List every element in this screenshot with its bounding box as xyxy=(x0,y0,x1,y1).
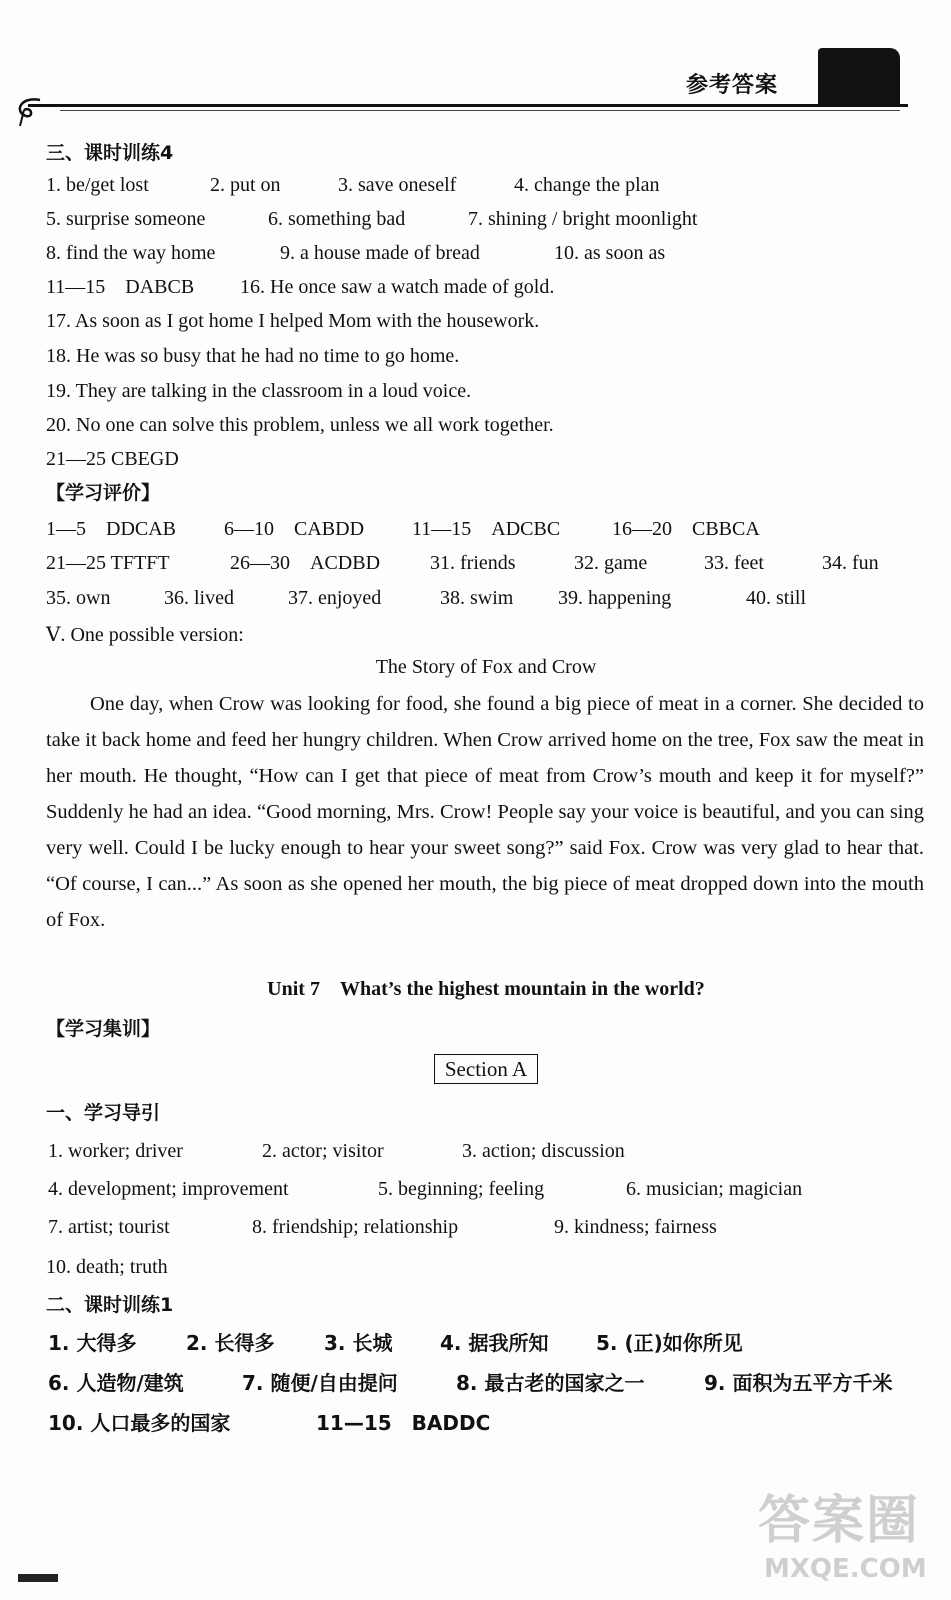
answer-item: 36. lived xyxy=(164,587,234,609)
answer-item: 6—10 CABDD xyxy=(224,518,365,540)
lesson-heading: 二、课时训练1 xyxy=(46,1294,174,1316)
answer-item: 16—20 CBBCA xyxy=(612,518,760,540)
story-title: The Story of Fox and Crow xyxy=(375,656,597,678)
answer-item: 1. be/get lost xyxy=(46,174,149,196)
answer-item: 8. 最古老的国家之一 xyxy=(456,1371,645,1395)
answer-item: 5. (正)如你所见 xyxy=(596,1331,743,1355)
answer-item: 26—30 ACDBD xyxy=(230,552,381,574)
answer-item: 6. 人造物/建筑 xyxy=(48,1371,184,1395)
unit-title: Unit 7 What’s the highest mountain in the world? xyxy=(267,978,705,1000)
answer-item: 5. beginning; feeling xyxy=(378,1178,545,1200)
answer-item: 8. friendship; relationship xyxy=(252,1216,459,1238)
section-heading: 三、课时训练4 xyxy=(46,142,174,164)
answer-item: 4. 据我所知 xyxy=(440,1331,549,1355)
answer-sentence: 18. He was so busy that he had no time to go home. xyxy=(46,345,460,367)
answer-item: 6. something bad xyxy=(268,208,406,230)
answer-item: 10. 人口最多的国家 xyxy=(48,1411,231,1435)
header-rule-thin xyxy=(60,110,900,111)
answer-sentence: 10. death; truth xyxy=(46,1256,168,1278)
answer-item: 40. still xyxy=(746,587,807,609)
answer-item: 9. kindness; fairness xyxy=(554,1216,717,1238)
page-title: 参考答案 xyxy=(686,72,779,98)
answer-item: 21—25 TFTFT xyxy=(46,552,170,574)
watermark-url: MXQE.COM xyxy=(764,1554,927,1584)
answer-item: 9. 面积为五平方千米 xyxy=(704,1371,893,1395)
answer-item: 39. happening xyxy=(558,587,672,609)
collect-heading: 【学习集训】 xyxy=(46,1018,161,1040)
answer-sentence: 21—25 CBEGD xyxy=(46,448,179,470)
answer-item: 31. friends xyxy=(430,552,516,574)
answer-item: 2. put on xyxy=(210,174,281,196)
answer-item: 11—15 BADDC xyxy=(316,1411,491,1435)
answer-item: 5. surprise someone xyxy=(46,208,206,230)
answer-item: 2. actor; visitor xyxy=(262,1140,384,1162)
header-decoration-icon xyxy=(818,48,900,106)
answer-item: 33. feet xyxy=(704,552,764,574)
answer-item: 6. musician; magician xyxy=(626,1178,803,1200)
answer-item: 3. action; discussion xyxy=(462,1140,625,1162)
swirl-ornament-icon xyxy=(10,90,50,130)
section-a-box xyxy=(46,1054,926,1084)
version-label: Ⅴ. One possible version: xyxy=(46,624,244,646)
page-header xyxy=(0,0,951,140)
answer-item: 10. as soon as xyxy=(554,242,666,264)
header-rule xyxy=(28,104,908,107)
answer-item: 35. own xyxy=(46,587,111,609)
answer-item: 7. 随便/自由提问 xyxy=(242,1371,398,1395)
answer-item: 1—5 DDCAB xyxy=(46,518,177,540)
answer-item: 16. He once saw a watch made of gold. xyxy=(240,276,555,298)
answer-sentence: 19. They are talking in the classroom in a loud voice. xyxy=(46,380,472,402)
answer-item: 8. find the way home xyxy=(46,242,216,264)
answer-item: 9. a house made of bread xyxy=(280,242,480,264)
answer-item: 37. enjoyed xyxy=(288,587,382,609)
watermark-text: 答案圈 xyxy=(758,1491,921,1551)
answer-item: 2. 长得多 xyxy=(186,1331,275,1355)
watermark-logo xyxy=(748,1478,938,1593)
answer-sentence: 20. No one can solve this problem, unless we all work together. xyxy=(46,414,554,436)
answer-item: 7. artist; tourist xyxy=(48,1216,170,1238)
footer-mark xyxy=(18,1574,58,1582)
answer-item: 4. change the plan xyxy=(514,174,660,196)
answer-item: 34. fun xyxy=(822,552,879,574)
answer-item: 1. 大得多 xyxy=(48,1331,137,1355)
answer-sentence: 17. As soon as I got home I helped Mom with the housework. xyxy=(46,310,540,332)
answer-item: 32. game xyxy=(574,552,648,574)
answer-item: 3. 长城 xyxy=(324,1331,393,1355)
guide-heading: 一、学习导引 xyxy=(46,1102,161,1124)
answer-item: 11—15 ADCBC xyxy=(412,518,561,540)
section-a-label: Section A xyxy=(434,1054,538,1084)
answer-item: 11—15 DABCB xyxy=(46,276,195,298)
answer-item: 1. worker; driver xyxy=(48,1140,183,1162)
answer-item: 7. shining / bright moonlight xyxy=(468,208,698,230)
story-paragraph: One day, when Crow was looking for food, she found a big piece of meat in a corner. She decided to take it back home and feed her hungry children. When Crow arrived home on the tree, Fox saw the meat in her mouth. He thought, “How can I get that piece of meat from Crow’s mouth and keep it for myself?” Suddenly he had an idea. “Good morning, Mrs. Crow! People say your voice is beautiful, and you can sing very well. Could I be lucky enough to hear your sweet song?” said Fox. Crow was very glad to hear that. “Of course, I can...” As soon as she opened her mouth, the big piece of meat dropped down into the mouth of Fox. xyxy=(46,693,924,931)
answer-item: 38. swim xyxy=(440,587,514,609)
answer-item: 3. save oneself xyxy=(338,174,457,196)
evaluation-heading: 【学习评价】 xyxy=(46,482,161,504)
answer-item: 4. development; improvement xyxy=(48,1178,289,1200)
